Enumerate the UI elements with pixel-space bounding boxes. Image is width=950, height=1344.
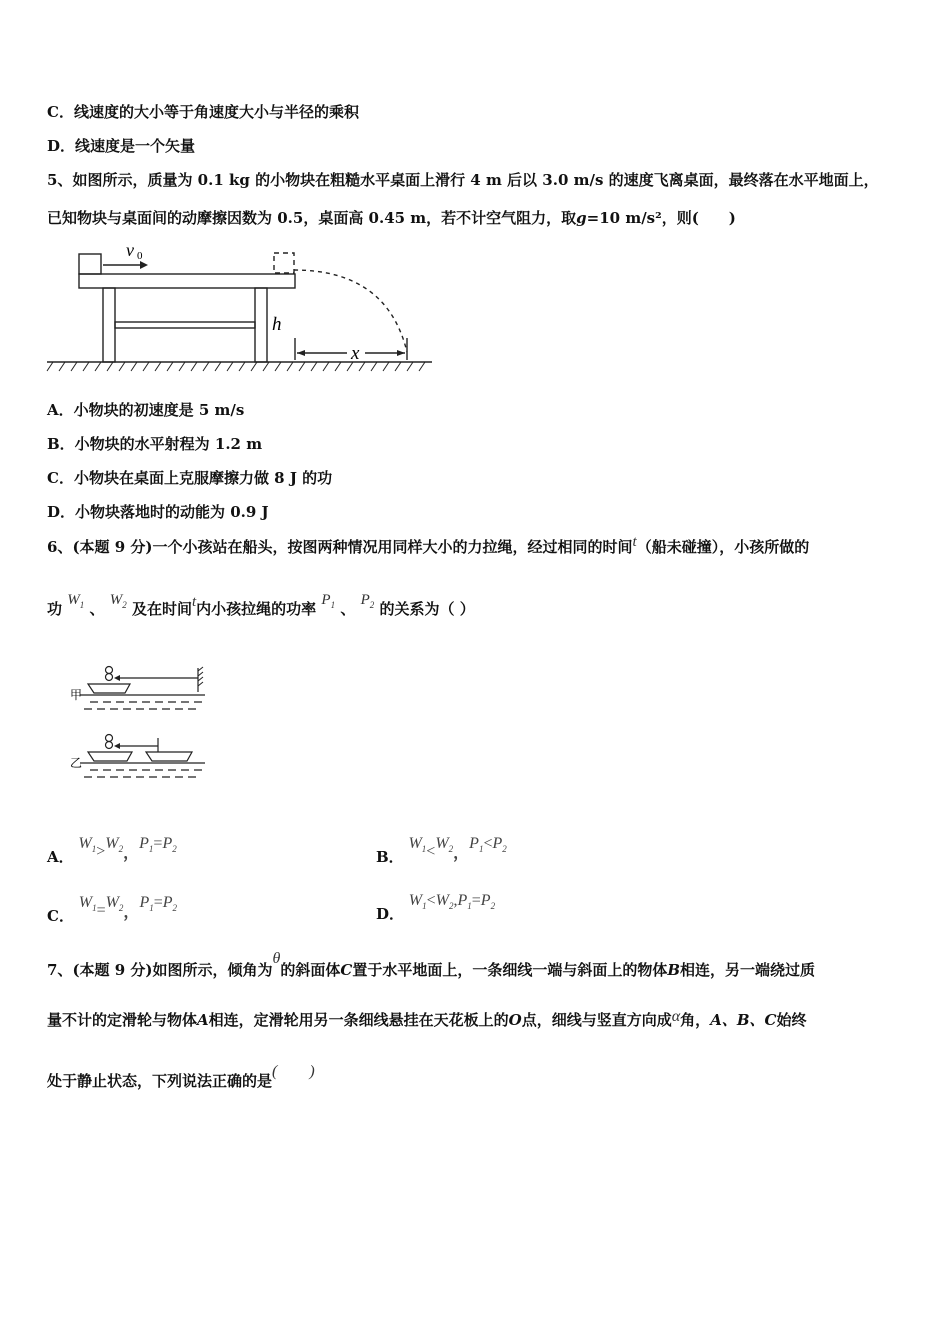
q5-option-c: C．小物块在桌面上克服摩擦力做 8 J 的功: [47, 469, 333, 487]
q7-stem-text1a: (本题 9 分)如图所示，倾角为: [72, 961, 273, 979]
q6-c-p2: $P_2$: [162, 894, 178, 914]
q5-figure: [47, 240, 437, 375]
table-leg-right: [255, 288, 267, 362]
q6-d-prel: =: [471, 892, 481, 909]
trajectory-curve: [294, 270, 407, 352]
q6-number: 6、: [47, 538, 73, 556]
jia-boat: [88, 684, 130, 693]
q5-option-b: B．小物块的水平射程为 1.2 m: [47, 435, 263, 453]
q7-stem-text1b: 的斜面体: [280, 961, 341, 979]
q6-t-symbol-2: t: [191, 594, 197, 610]
q6-option-c-math: [79, 894, 177, 921]
q6-option-b-math: [408, 835, 506, 862]
q6-b-w2: $W_2$: [435, 835, 454, 855]
q6-a-w1: $W_1$: [78, 835, 97, 855]
q6-option-b: [376, 830, 507, 866]
q5-option-d: D．小物块落地时的动能为 0.9 J: [47, 503, 269, 521]
yi-boat-1: [88, 752, 132, 761]
q6-c-prel: =: [153, 894, 163, 911]
q7-o-symbol: O: [508, 1011, 522, 1029]
q6-d-p2: $P_2$: [480, 892, 496, 912]
q7-a-symbol: A: [197, 1011, 209, 1029]
prev-option-c: C．线速度的大小等于角速度大小与半径的乘积: [47, 103, 359, 121]
q7-stem-text1c: 置于水平地面上，一条细线一端与斜面上的物体: [352, 961, 668, 979]
dashed-block: [274, 253, 294, 273]
q7-b-symbol: B: [667, 961, 681, 979]
q6-sep2: 、: [340, 600, 356, 618]
q6-t-symbol: t: [632, 534, 637, 550]
q6-sep1: 、: [89, 600, 105, 618]
q6-c-w1: $W_1$: [78, 894, 97, 914]
q6-c-comma: ，: [123, 904, 140, 921]
q6-d-wrel: <: [426, 892, 436, 909]
q5-stem-line2: [47, 208, 736, 228]
jia-rope-arrow: [114, 675, 120, 681]
q7-stem-line2: [47, 1010, 806, 1031]
h-label: h: [272, 314, 282, 335]
jia-wall-hatch: [198, 667, 203, 686]
q6-stem-text1a: (本题 9 分)一个小孩站在船头，按图两种情况用同样大小的力拉绳，经过相同的时间: [72, 538, 633, 556]
q7-stem-text2a: 量不计的定滑轮与物体: [47, 1011, 198, 1029]
q5-number: 5、: [47, 171, 73, 189]
q5-stem-text2b: =10 m/s²，则( ): [586, 209, 736, 227]
q6-option-c-label: C．: [47, 907, 74, 925]
velocity-arrow-head: [140, 261, 148, 269]
q6-b-p2: $P_2$: [492, 835, 507, 855]
q6-p1-symbol: $P_1$: [321, 592, 336, 610]
q6-b-prel: <: [483, 835, 493, 852]
q6-d-w2: $W_2$: [435, 892, 454, 912]
q6-b-comma: ，: [453, 845, 470, 862]
q6-stem-text2c: 内小孩拉绳的功率: [196, 600, 317, 618]
q7-theta-symbol: θ: [272, 950, 281, 967]
q5-stem-text2a: 已知物块与桌面间的动摩擦因数为 0.5，桌面高 0.45 m，若不计空气阻力，取: [47, 209, 577, 227]
q6-a-w2: $W_2$: [105, 835, 124, 855]
jia-child-body: [106, 674, 113, 681]
q6-a-wrel: >: [96, 843, 106, 860]
q6-option-a: [47, 830, 177, 866]
q6-option-b-label: B．: [376, 848, 404, 866]
q7-stem-line3: [47, 1063, 315, 1092]
q5-g-symbol: g: [576, 209, 587, 227]
q6-c-p1: $P_1$: [139, 894, 154, 914]
q6-stem-text2d: 的关系为（ ）: [379, 600, 475, 618]
q6-stem-line2: [47, 592, 475, 625]
yi-child-body: [106, 742, 113, 749]
q7-stem-text1d: 相连，另一端绕过质: [680, 961, 816, 979]
q6-figure: [70, 662, 210, 784]
q7-stem-text2b: 相连，定滑轮用另一条细线悬挂在天花板上的: [208, 1011, 509, 1029]
q6-c-w2: $W_2$: [105, 894, 124, 914]
q6-b-p1: $P_1$: [469, 835, 484, 855]
q6-stem-line1: [47, 534, 810, 558]
q6-p2-symbol: $P_2$: [360, 592, 375, 610]
q6-w2-symbol: $W_2$: [109, 592, 127, 610]
block-shape: [79, 254, 101, 274]
prev-option-d: D．线速度是一个矢量: [47, 137, 196, 155]
yi-label: 乙: [70, 756, 83, 770]
v0-subscript: 0: [137, 250, 143, 262]
q7-paren: ( ): [272, 1063, 315, 1080]
q6-d-comma: ,: [453, 892, 458, 909]
q5-stem-line1: [47, 170, 879, 190]
q7-stem-text2d: 角，: [680, 1011, 711, 1029]
tabletop-shape: [79, 274, 295, 288]
q6-b-wrel: <: [426, 843, 436, 860]
q7-stem-text2c: 点，细线与竖直方向成: [521, 1011, 672, 1029]
jia-child-head: [106, 667, 113, 674]
q6-option-c: [47, 889, 178, 925]
q5-option-a: A．小物块的初速度是 5 m/s: [47, 401, 245, 419]
jia-label: 甲: [70, 688, 83, 702]
q7-alpha-symbol: α: [671, 1008, 681, 1025]
yi-rope-arrow: [114, 743, 120, 749]
table-crossbar: [115, 322, 255, 328]
v0-label: v: [126, 240, 134, 260]
q6-w1-symbol: $W_1$: [67, 592, 85, 610]
q6-option-d: [376, 889, 496, 923]
q6-d-p1: $P_1$: [457, 892, 472, 912]
q5-stem-text1: 如图所示，质量为 0.1 kg 的小物块在粗糙水平桌面上滑行 4 m 后以 3.0 m/s 的速度飞离桌面，最终落在水平地面上，: [72, 171, 879, 189]
yi-boat-2: [146, 752, 192, 761]
x-arrow-head-left: [297, 350, 305, 356]
q6-option-a-math: [78, 835, 176, 862]
q6-option-a-label: A．: [47, 848, 74, 866]
q7-c-symbol: C: [340, 961, 353, 979]
q7-stem-text3: 处于静止状态，下列说法正确的是: [47, 1072, 273, 1090]
q6-option-d-math: [408, 892, 496, 912]
q7-number: 7、: [47, 961, 73, 979]
q6-option-d-label: D．: [376, 905, 405, 923]
ground-hatching: [47, 362, 425, 371]
q6-a-prel: =: [153, 835, 163, 852]
q6-stem-text1b: （船未碰撞），小孩所做的: [636, 538, 810, 556]
q6-a-p2: $P_2$: [162, 835, 177, 855]
q6-stem-text2a: 功: [47, 600, 63, 618]
q6-a-p1: $P_1$: [139, 835, 154, 855]
q6-b-w1: $W_1$: [408, 835, 427, 855]
x-arrow-head-right: [397, 350, 405, 356]
q6-stem-text2b: 及在时间: [131, 600, 192, 618]
yi-child-head: [106, 735, 113, 742]
q6-d-w1: $W_1$: [408, 892, 427, 912]
q6-a-comma: ，: [123, 845, 140, 862]
q7-stem-line1: [47, 950, 816, 981]
q7-stem-text2e: 始终: [776, 1011, 807, 1029]
q7-abc-symbol: A、B、C: [710, 1011, 777, 1029]
x-label: x: [351, 343, 360, 364]
q6-c-wrel: =: [96, 902, 106, 919]
table-leg-left: [103, 288, 115, 362]
